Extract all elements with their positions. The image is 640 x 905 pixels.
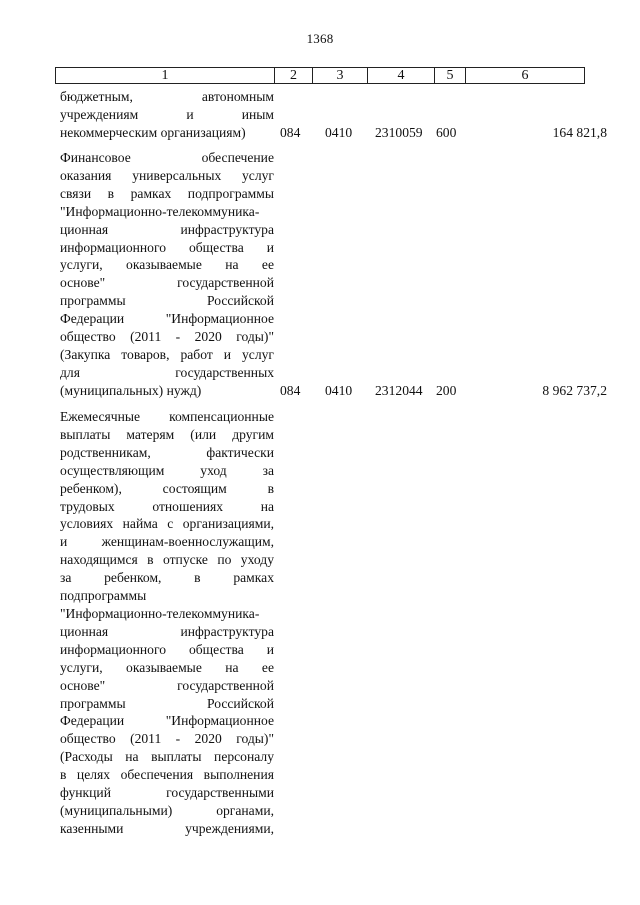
header-col-6: 6 xyxy=(521,68,529,83)
column-number-header xyxy=(55,67,585,84)
header-col-1: 1 xyxy=(56,68,275,83)
row-1-admin-code: 084 xyxy=(280,125,301,140)
row-3-line: казенными учреждениями, xyxy=(60,820,274,836)
row-2-line: общество (2011 - 2020 годы)" xyxy=(60,329,274,345)
row-2-amount: 8 962 737,2 xyxy=(542,383,607,398)
row-2-line: (Закупка товаров, работ и услуг xyxy=(60,346,274,362)
row-1-line: некоммерческим организациям) xyxy=(60,124,246,140)
row-2-expense-type: 200 xyxy=(436,383,457,398)
row-3-line: программы Российской xyxy=(60,695,274,711)
row-2-line: для государственных xyxy=(60,364,274,380)
row-3-line: за ребенком, в рамках xyxy=(60,570,274,586)
row-3-line: ребенком), состоящим в xyxy=(60,480,274,496)
row-3-line: (Расходы на выплаты персоналу xyxy=(60,749,274,765)
row-2-line: услуги, оказываемые на ее xyxy=(60,257,274,273)
page-number: 1368 xyxy=(306,31,334,46)
header-col-3: 3 xyxy=(313,68,368,83)
row-2-line: "Информационно-телекоммуника- xyxy=(60,203,260,219)
row-3-line: "Информационно-телекоммуника- xyxy=(60,605,260,621)
row-3-line: услуги, оказываемые на ее xyxy=(60,659,274,675)
row-2-admin-code: 084 xyxy=(280,383,301,398)
row-3-line: родственникам, фактически xyxy=(60,444,274,460)
row-2-line: Финансовое обеспечение xyxy=(60,150,274,165)
row-1-description xyxy=(60,88,274,142)
row-3-description xyxy=(60,408,274,838)
header-col-4: 4 xyxy=(368,68,435,83)
row-2-line: программы Российской xyxy=(60,293,274,309)
row-2-line: Федерации "Информационное xyxy=(60,311,274,327)
row-1-line: учреждениям и иным xyxy=(60,106,274,122)
row-1-line: бюджетным, автономным xyxy=(60,89,274,104)
row-3-line: трудовых отношениях на xyxy=(60,498,274,514)
row-3-line: Ежемесячные компенсационные xyxy=(60,409,274,424)
row-3-line: ционная инфраструктура xyxy=(60,623,274,639)
row-2-line: (муниципальных) нужд) xyxy=(60,382,202,398)
row-3-line: находящимся в отпуске по уходу xyxy=(60,552,274,568)
row-1-target-code: 2310059 xyxy=(375,125,423,140)
row-2-line: информационного общества и xyxy=(60,239,274,255)
row-2-line: связи в рамках подпрограммы xyxy=(60,185,274,201)
row-2-target-code: 2312044 xyxy=(375,383,423,398)
row-3-line: информационного общества и xyxy=(60,641,274,657)
row-3-line: выплаты матерям (или другим xyxy=(60,426,274,442)
row-2-line: оказания универсальных услуг xyxy=(60,167,274,183)
row-3-line: условиях найма с организациями, xyxy=(60,516,274,532)
row-3-line: подпрограммы xyxy=(60,588,147,604)
row-3-line: основе" государственной xyxy=(60,677,274,693)
row-1-amount: 164 821,8 xyxy=(552,125,607,140)
header-col-2: 2 xyxy=(275,68,313,83)
row-2-section-code: 0410 xyxy=(325,383,353,398)
row-3-line: осуществляющим уход за xyxy=(60,462,274,478)
row-3-line: общество (2011 - 2020 годы)" xyxy=(60,731,274,747)
row-1-expense-type: 600 xyxy=(436,125,457,140)
header-col-5: 5 xyxy=(435,68,466,83)
row-2-description xyxy=(60,149,274,400)
row-3-line: Федерации "Информационное xyxy=(60,713,274,729)
row-2-line: ционная инфраструктура xyxy=(60,221,274,237)
row-3-line: функций государственными xyxy=(60,785,274,801)
row-3-line: и женщинам-военнослужащим, xyxy=(60,534,274,550)
row-3-line: в целях обеспечения выполнения xyxy=(60,767,274,783)
row-3-line: (муниципальными) органами, xyxy=(60,802,274,818)
row-2-line: основе" государственной xyxy=(60,275,274,291)
row-1-section-code: 0410 xyxy=(325,125,353,140)
